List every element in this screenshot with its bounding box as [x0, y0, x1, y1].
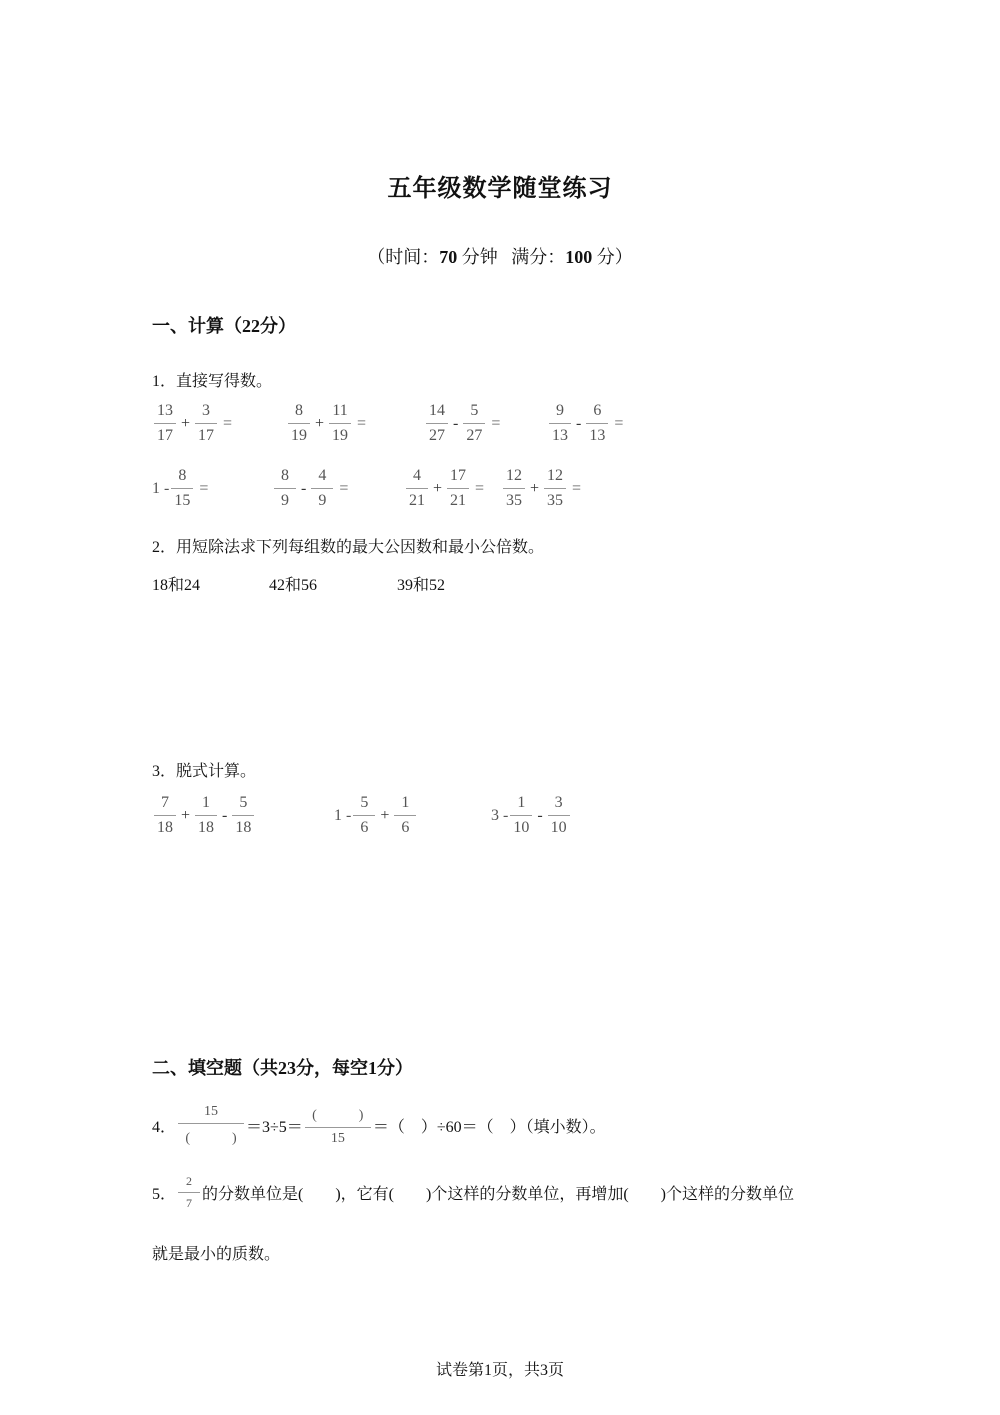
q5-fraction: $\frac{2}{7}$ — [178, 1174, 200, 1211]
time-prefix: （时间： — [367, 247, 440, 267]
section-1-heading: 一、计算（22分） — [152, 316, 296, 336]
q5 — [152, 1174, 794, 1211]
exam-info — [0, 243, 1000, 269]
time-unit: 分钟 — [461, 247, 498, 267]
q3-expr-2: 1 - $\frac{5}{6}$ + $\frac{1}{6}$ — [334, 794, 418, 837]
q4-middle: ＝3÷5＝ — [246, 1119, 303, 1136]
q5-line-2: 就是最小的质数。 — [152, 1246, 281, 1263]
q2-pair-2: 42和56 — [269, 577, 318, 594]
q1-expr-2: $\frac{8}{19}$ + $\frac{11}{19}$ = — [286, 402, 366, 445]
q5-text: 的分数单位是( )，它有( )个这样的分数单位，再增加( )个这样的分数单位 — [202, 1186, 794, 1203]
page-title: 五年级数学随堂练习 — [387, 176, 613, 202]
q4-fraction-1: $\frac{15}{( )}$ — [178, 1104, 244, 1147]
q4-tail: ＝（ ）÷60＝（ ）（填小数）。 — [372, 1119, 606, 1136]
q1-expr-7: $\frac{4}{21}$ + $\frac{17}{21}$ = — [404, 467, 484, 510]
q1-expr-6: $\frac{8}{9}$ - $\frac{4}{9}$ = — [272, 467, 348, 510]
q2-prompt: 2．用短除法求下列每组数的最大公因数和最小公倍数。 — [152, 539, 545, 556]
q4-number: 4． — [152, 1119, 177, 1136]
q1-expr-5: 1 - $\frac{8}{15}$ = — [152, 467, 209, 509]
q1-expr-1: $\frac{13}{17}$ + $\frac{3}{17}$ = — [152, 402, 232, 445]
q2-pair-3: 39和52 — [397, 577, 446, 594]
q2-pair-1: 18和24 — [152, 577, 201, 594]
q1-expr-8: $\frac{12}{35}$ + $\frac{12}{35}$ = — [501, 467, 581, 510]
q5-number: 5． — [152, 1186, 177, 1203]
q3-expr-1: $\frac{7}{18}$ + $\frac{1}{18}$ - $\frac{5}{18}$ — [152, 794, 256, 837]
q1-expr-4: $\frac{9}{13}$ - $\frac{6}{13}$ = — [547, 402, 623, 445]
full-unit: 分） — [596, 247, 633, 267]
section-2-heading: 二、填空题（共23分，每空1分） — [152, 1058, 413, 1078]
q4-fraction-2: $\frac{( )}{15}$ — [305, 1104, 371, 1147]
q3-prompt: 3．脱式计算。 — [152, 763, 257, 780]
full-label: 满分： — [511, 247, 566, 267]
q4 — [152, 1104, 606, 1147]
q1-prompt: 1．直接写得数。 — [152, 373, 273, 390]
q3-expr-3: 3 - $\frac{1}{10}$ - $\frac{3}{10}$ — [491, 794, 572, 837]
time-value: 70 — [439, 247, 458, 267]
q1-expr-3: $\frac{14}{27}$ - $\frac{5}{27}$ = — [424, 402, 500, 445]
full-value: 100 — [565, 247, 593, 267]
page-footer: 试卷第1页，共3页 — [435, 1362, 564, 1379]
